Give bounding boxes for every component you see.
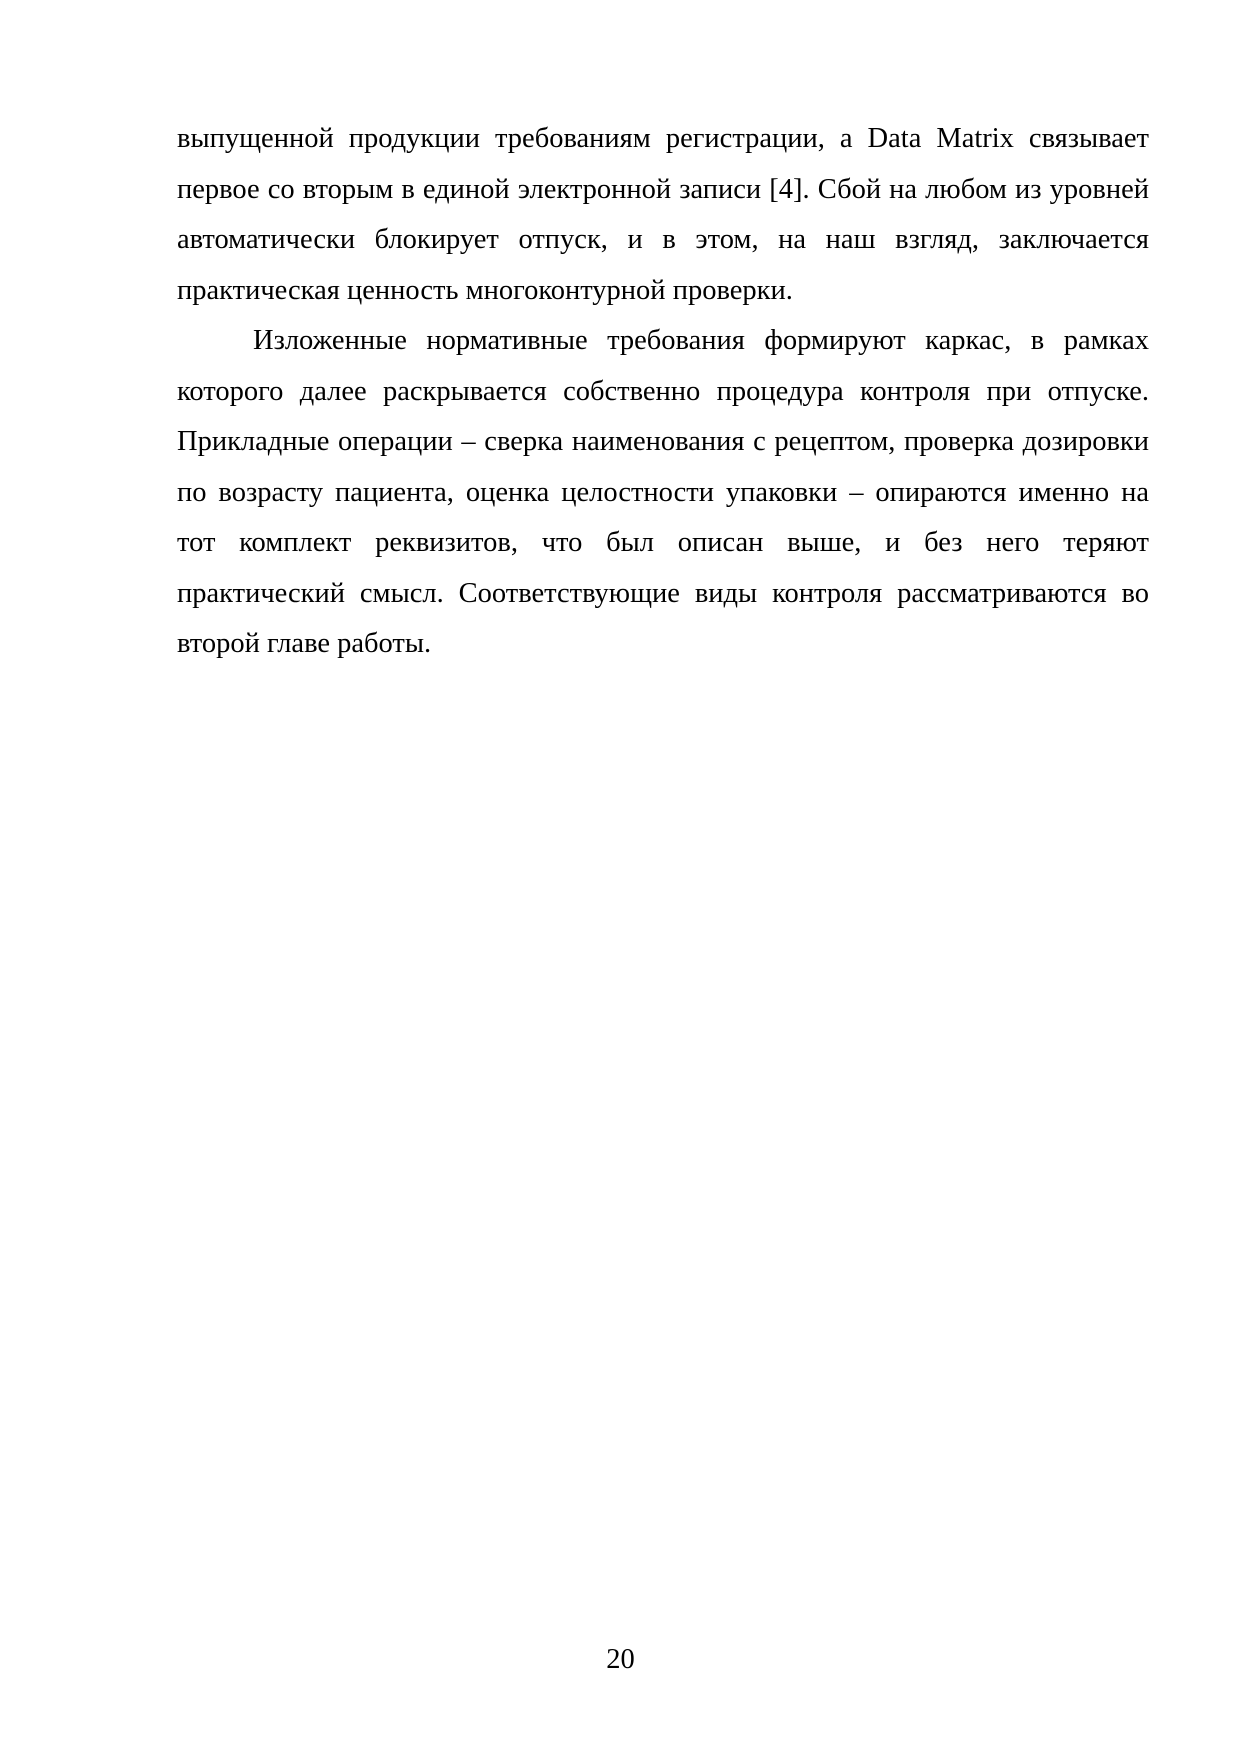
paragraph-normative-requirements: Изложенные нормативные требования формируют каркас, в рамках которого далее раскрывается собственно процедура контроля при отпуске. Прикладные операции – сверка наименования с рецептом, проверка дозировки по возрасту пациента, оценка целостности упаковки – опираются именно на тот комплект реквизитов, что был описан выше, и без него теряют практический смысл. Соответствующие виды контроля рассматриваются во второй главе работы. (177, 325, 1149, 659)
body-text (177, 114, 1149, 670)
paragraph-continuation: выпущенной продукции требованиям регистрации, а Data Matrix связывает первое со вторым в единой электронной записи [4]. Сбой на любом из уровней автоматически блокирует отпуск, и в этом, на наш взгляд, заключается практическая ценность многоконтурной проверки. (177, 123, 1149, 306)
page-number: 20 (606, 1644, 635, 1675)
